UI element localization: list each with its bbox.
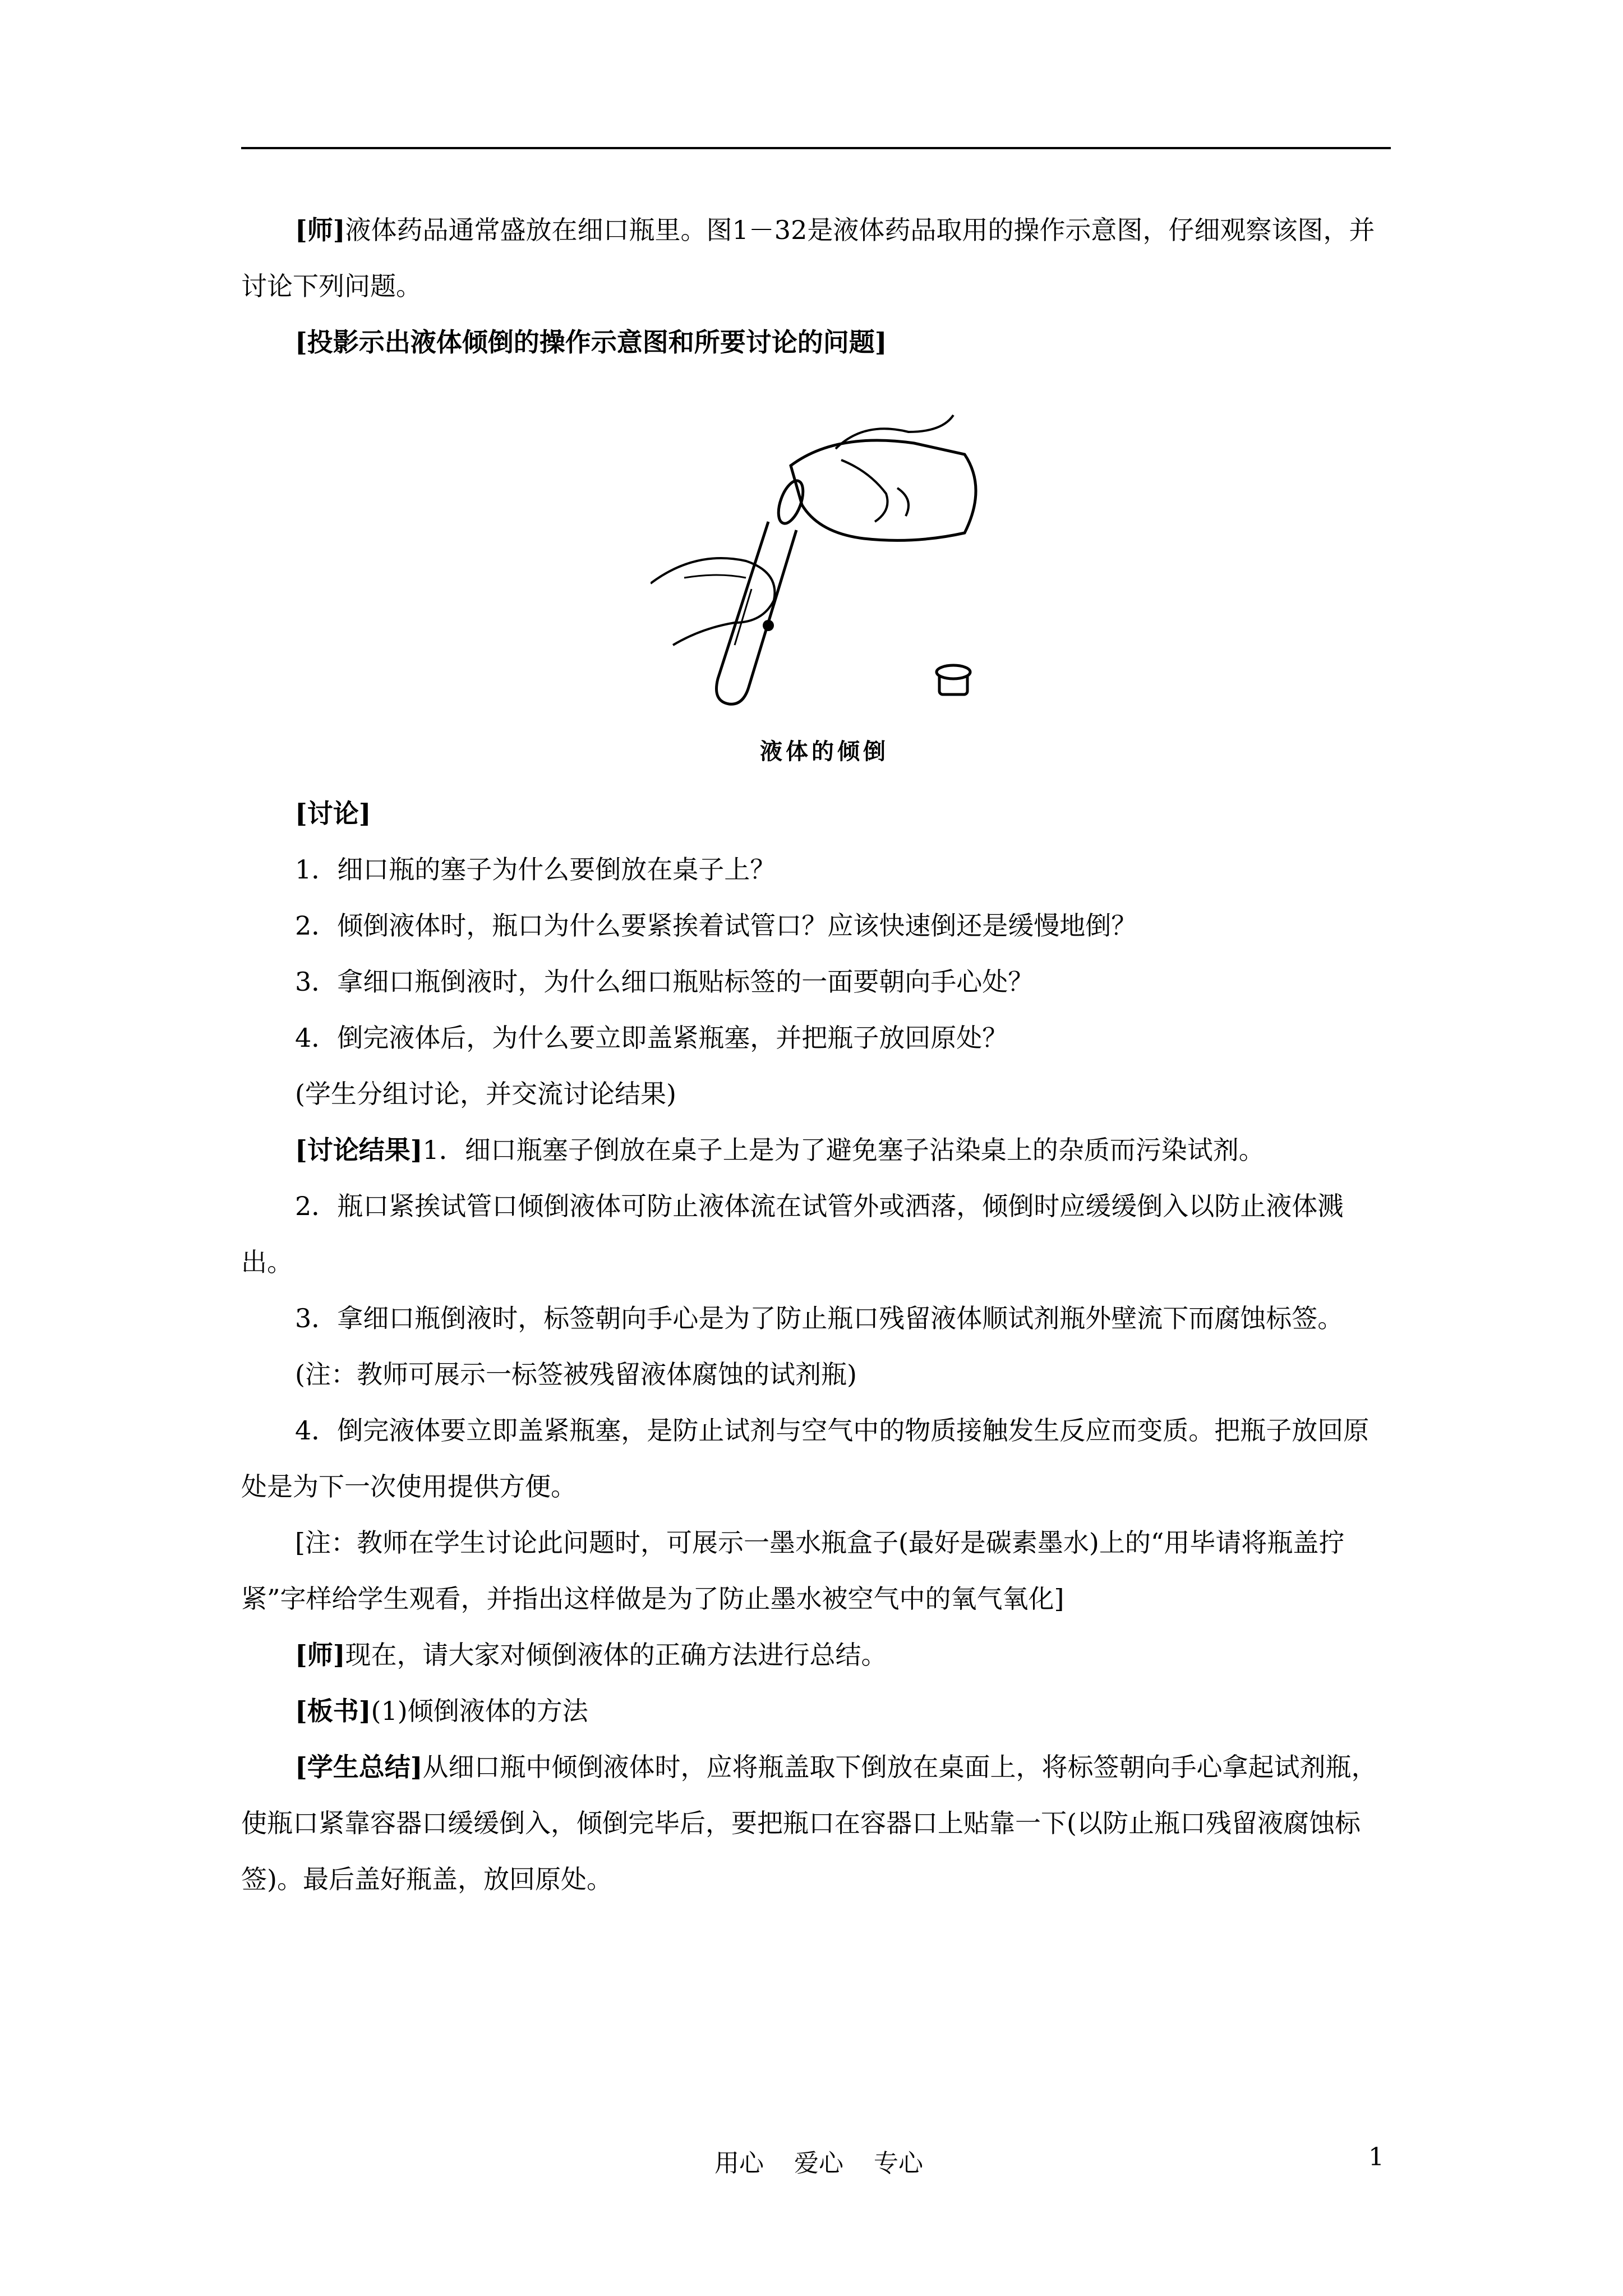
pouring-liquid-illustration: [651, 409, 998, 724]
question-2: 2．倾倒液体时，瓶口为什么要紧挨着试管口？应该快速倒还是缓慢地倒？: [295, 910, 1137, 941]
discussion-heading: [讨论]: [295, 798, 371, 829]
group-discussion-note: (学生分组讨论，并交流讨论结果): [295, 1079, 676, 1109]
student-summary: [学生总结]从细口瓶中倾倒液体时，应将瓶盖取下倒放在桌面上，将标签朝向手心拿起试剂瓶，使瓶口紧靠容器口缓缓倒入，倾倒完毕后，要把瓶口在容器口上贴靠一下(以防止瓶口残留液腐蚀标签)。最后盖好瓶盖，放回原处。: [241, 1752, 1377, 1894]
board-paragraph: [板书](1)倾倒液体的方法: [295, 1696, 588, 1726]
intro-block: [241, 202, 1391, 370]
teacher-paragraph: [师]液体药品通常盛放在细口瓶里。图1－32是液体药品取用的操作示意图，仔细观察该图，并讨论下列问题。: [241, 215, 1375, 301]
question-1: 1．细口瓶的塞子为什么要倒放在桌子上？: [295, 854, 776, 885]
page-number: 1: [1368, 2143, 1384, 2171]
footer-motto: 用心 爱心 专心: [714, 2149, 923, 2178]
results-note-2: [注：教师在学生讨论此问题时，可展示一墨水瓶盒子(最好是碳素墨水)上的“用毕请将瓶盖拧紧”字样给学生观看，并指出这样做是为了防止墨水被空气中的氧气氧化]: [241, 1527, 1345, 1614]
results-item-2: 2．瓶口紧挨试管口倾倒液体可防止液体流在试管外或洒落，倾倒时应缓缓倒入以防止液体溅出。: [241, 1191, 1344, 1277]
discussion-block: [241, 785, 1391, 1907]
question-3: 3．拿细口瓶倒液时，为什么细口瓶贴标签的一面要朝向手心处？: [295, 967, 1034, 997]
projection-paragraph: [投影示出液体倾倒的操作示意图和所要讨论的问题]: [295, 327, 887, 357]
teacher-paragraph-2: [师]现在，请大家对倾倒液体的正确方法进行总结。: [295, 1640, 887, 1670]
question-4: 4．倒完液体后，为什么要立即盖紧瓶塞，并把瓶子放回原处？: [295, 1023, 1008, 1053]
results-note-1: (注：教师可展示一标签被残留液体腐蚀的试剂瓶): [295, 1359, 857, 1389]
results-item-1: [讨论结果]1．细口瓶塞子倒放在桌子上是为了避免塞子沾染桌上的杂质而污染试剂。: [295, 1135, 1265, 1165]
results-item-4: 4．倒完液体要立即盖紧瓶塞，是防止试剂与空气中的物质接触发生反应而变质。把瓶子放回原处是为下一次使用提供方便。: [241, 1415, 1370, 1502]
results-item-3: 3．拿细口瓶倒液时，标签朝向手心是为了防止瓶口残留液体顺试剂瓶外壁流下而腐蚀标签。: [295, 1303, 1344, 1333]
header-rule: [241, 147, 1391, 149]
figure-caption: 液体的倾倒: [760, 738, 889, 765]
